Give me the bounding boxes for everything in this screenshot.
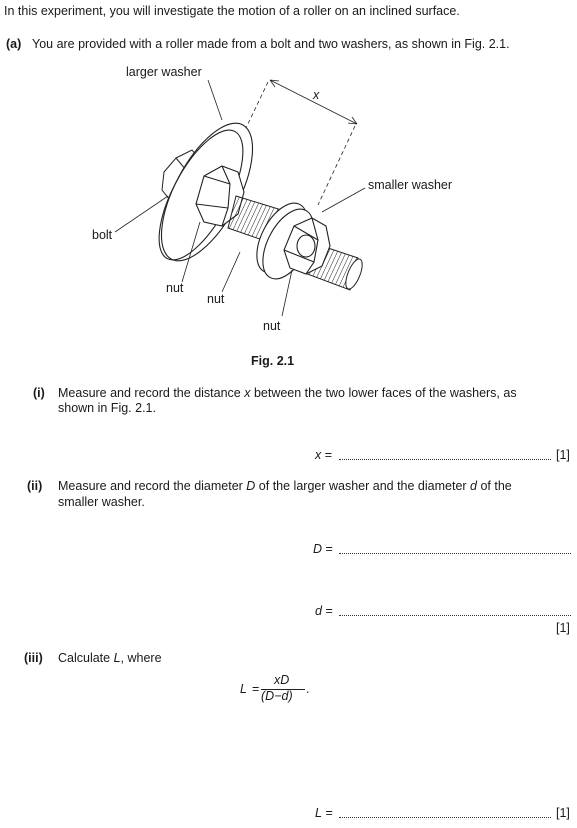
part-a-text: You are provided with a roller made from a bolt and two washers, as shown in Fig. 2.1. (32, 37, 510, 51)
part-i-line1 (58, 386, 572, 400)
part-iii-label: (iii) (24, 651, 43, 665)
part-iii-text (58, 651, 162, 665)
label-larger-washer: larger washer (126, 65, 202, 79)
roller-figure (0, 0, 577, 360)
label-nut-2: nut (207, 292, 225, 306)
label-nut-1: nut (166, 281, 184, 295)
L-answer-label (315, 806, 333, 820)
d-answer-field[interactable] (339, 615, 571, 616)
d-answer-label (315, 604, 333, 618)
D-answer-label (313, 542, 333, 556)
x-answer-field[interactable] (339, 459, 551, 460)
part-ii-text-mid: of the larger washer and the diameter (255, 479, 471, 493)
label-bolt: bolt (92, 228, 113, 242)
part-iii-marks: [1] (556, 806, 570, 820)
part-ii-label: (ii) (27, 479, 43, 493)
formula-denominator: (D−d) (261, 689, 293, 703)
part-i-var-x: x (244, 386, 251, 400)
part-iii-text-pre: Calculate (58, 651, 114, 665)
part-ii-line1 (58, 479, 512, 493)
part-ii-var-d: d (470, 479, 477, 493)
label-x: x (313, 88, 320, 102)
x-dimension (246, 80, 357, 205)
part-i-text-post: between the two lower faces of the washers, as (250, 386, 517, 400)
part-ii-marks: [1] (556, 621, 570, 635)
d-answer-equals: = (325, 604, 333, 618)
figure-caption: Fig. 2.1 (251, 354, 295, 368)
part-i-line2: shown in Fig. 2.1. (58, 401, 156, 415)
D-answer-var: D (313, 542, 323, 556)
formula-lhs: L (240, 682, 247, 696)
D-answer-equals: = (325, 542, 333, 556)
x-answer-var: x (315, 448, 322, 462)
D-answer-field[interactable] (339, 553, 571, 554)
part-i-marks: [1] (556, 448, 570, 462)
L-answer-field[interactable] (339, 817, 551, 818)
part-ii-text-pre: Measure and record the diameter (58, 479, 247, 493)
L-answer-var: L (315, 806, 322, 820)
x-answer-equals: = (324, 448, 333, 462)
formula-equals: = (252, 682, 260, 696)
x-answer-label (315, 448, 332, 462)
part-iii-text-post: , where (120, 651, 162, 665)
label-nut-3: nut (263, 319, 281, 333)
part-a-label: (a) (6, 37, 22, 51)
part-ii-text-post: of the (477, 479, 512, 493)
part-ii-var-D: D (246, 479, 256, 493)
d-answer-var: d (315, 604, 322, 618)
formula-trailing: . (306, 682, 310, 696)
part-ii-line2: smaller washer. (58, 495, 145, 509)
label-smaller-washer: smaller washer (368, 178, 453, 192)
formula-numerator: xD (274, 673, 290, 687)
part-i-label: (i) (33, 386, 45, 400)
part-i-text-pre: Measure and record the distance (58, 386, 245, 400)
part-iii-var-L: L (113, 651, 121, 665)
intro-text: In this experiment, you will investigate the motion of a roller on an inclined surface. (4, 4, 460, 18)
L-answer-equals: = (325, 806, 333, 820)
